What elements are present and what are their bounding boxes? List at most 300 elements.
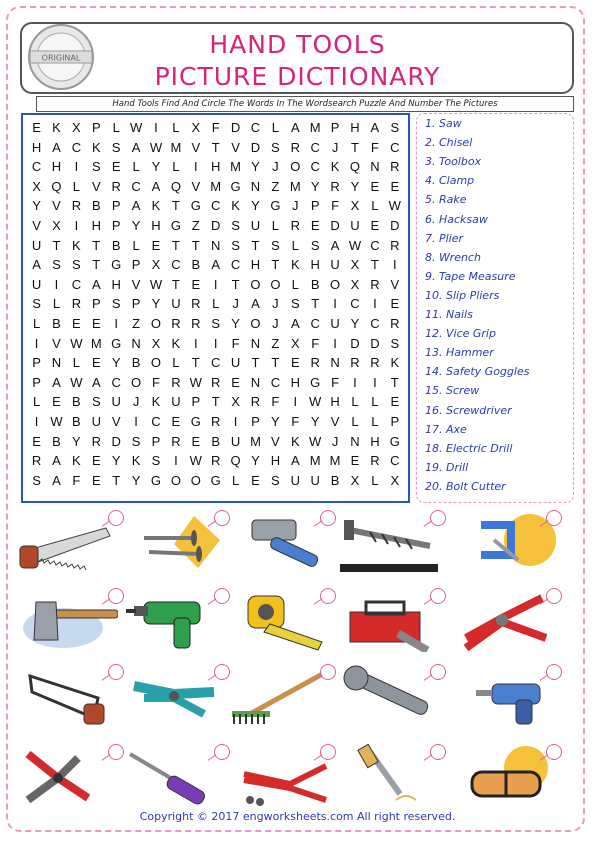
grid-letter[interactable]: T — [251, 237, 260, 253]
grid-letter[interactable]: R — [31, 453, 42, 469]
grid-letter[interactable]: E — [72, 316, 81, 331]
grid-letter[interactable]: O — [170, 472, 181, 488]
grid-letter[interactable]: W — [189, 374, 202, 390]
grid-letter[interactable]: V — [231, 139, 240, 155]
grid-letter[interactable]: C — [390, 139, 400, 155]
grid-letter[interactable]: A — [151, 178, 161, 194]
grid-letter[interactable]: L — [172, 159, 180, 175]
grid-letter[interactable]: S — [310, 237, 320, 253]
grid-letter[interactable]: E — [52, 394, 61, 410]
grid-letter[interactable]: T — [370, 257, 379, 273]
grid-letter[interactable]: R — [370, 276, 380, 292]
grid-letter[interactable]: I — [154, 120, 158, 135]
grid-letter[interactable]: L — [351, 414, 359, 429]
grid-letter[interactable]: O — [330, 276, 341, 292]
grid-letter[interactable]: Y — [231, 316, 240, 331]
grid-letter[interactable]: O — [290, 159, 301, 175]
grid-letter[interactable]: I — [34, 414, 39, 429]
grid-letter[interactable]: Y — [111, 453, 121, 469]
grid-letter[interactable]: E — [390, 394, 400, 410]
grid-letter[interactable]: O — [250, 316, 261, 331]
grid-letter[interactable]: Y — [310, 178, 320, 194]
grid-letter[interactable]: E — [251, 472, 260, 488]
grid-letter[interactable]: E — [91, 472, 101, 488]
grid-letter[interactable]: K — [91, 139, 101, 155]
grid-letter[interactable]: E — [151, 237, 161, 253]
grid-letter[interactable]: S — [271, 237, 280, 253]
grid-letter[interactable]: E — [390, 296, 400, 312]
grid-letter[interactable]: G — [190, 414, 201, 429]
grid-letter[interactable]: K — [290, 257, 300, 273]
grid-letter[interactable]: H — [370, 433, 380, 449]
grid-letter[interactable]: K — [151, 394, 161, 410]
grid-letter[interactable]: B — [72, 414, 81, 429]
grid-letter[interactable]: I — [34, 335, 39, 351]
grid-letter[interactable]: L — [172, 120, 180, 135]
grid-letter[interactable]: H — [290, 374, 300, 390]
grid-letter[interactable]: H — [310, 257, 320, 273]
grid-letter[interactable]: M — [309, 120, 321, 135]
grid-letter[interactable]: C — [370, 316, 380, 331]
grid-letter[interactable]: V — [271, 433, 280, 449]
grid-letter[interactable]: Q — [170, 178, 181, 194]
number-bubble[interactable] — [108, 510, 124, 526]
grid-letter[interactable]: R — [171, 433, 181, 449]
grid-letter[interactable]: C — [350, 296, 360, 312]
grid-letter[interactable]: L — [371, 414, 379, 429]
grid-letter[interactable]: O — [190, 472, 201, 488]
grid-letter[interactable]: U — [290, 472, 300, 488]
grid-letter[interactable]: A — [251, 296, 260, 312]
grid-letter[interactable]: T — [92, 257, 101, 273]
grid-letter[interactable]: S — [231, 237, 240, 253]
number-bubble[interactable] — [320, 664, 336, 680]
grid-letter[interactable]: P — [32, 355, 41, 371]
grid-letter[interactable]: R — [111, 178, 121, 194]
grid-letter[interactable]: R — [71, 198, 82, 214]
grid-letter[interactable]: C — [71, 276, 82, 292]
grid-letter[interactable]: U — [230, 433, 241, 449]
grid-letter[interactable]: G — [270, 198, 281, 214]
grid-letter[interactable]: T — [211, 139, 220, 155]
grid-letter[interactable]: U — [91, 414, 101, 429]
grid-letter[interactable]: H — [330, 394, 340, 410]
grid-letter[interactable]: V — [91, 178, 101, 194]
grid-letter[interactable]: W — [388, 198, 401, 214]
grid-letter[interactable]: H — [111, 276, 121, 292]
grid-letter[interactable]: H — [210, 159, 221, 175]
grid-letter[interactable]: E — [390, 178, 400, 194]
grid-letter[interactable]: S — [91, 159, 101, 175]
grid-letter[interactable]: I — [114, 316, 118, 331]
number-bubble[interactable] — [430, 510, 446, 526]
grid-letter[interactable]: N — [250, 374, 261, 390]
grid-letter[interactable]: G — [190, 198, 201, 214]
grid-letter[interactable]: T — [112, 472, 121, 488]
grid-letter[interactable]: I — [333, 296, 337, 312]
grid-letter[interactable]: L — [371, 394, 379, 410]
grid-letter[interactable]: L — [351, 394, 359, 410]
grid-letter[interactable]: Y — [151, 296, 161, 312]
grid-letter[interactable]: T — [171, 198, 180, 214]
grid-letter[interactable]: J — [331, 433, 339, 449]
grid-letter[interactable]: L — [271, 218, 279, 233]
grid-letter[interactable]: I — [134, 414, 138, 429]
grid-letter[interactable]: I — [213, 276, 218, 292]
grid-letter[interactable]: E — [231, 374, 240, 390]
grid-letter[interactable]: C — [390, 453, 400, 469]
grid-letter[interactable]: T — [92, 237, 101, 253]
grid-letter[interactable]: O — [250, 276, 261, 292]
grid-letter[interactable]: B — [91, 198, 101, 214]
grid-letter[interactable]: Q — [349, 159, 361, 175]
grid-letter[interactable]: U — [310, 472, 320, 488]
number-bubble[interactable] — [430, 744, 446, 760]
grid-letter[interactable]: Q — [230, 453, 241, 469]
grid-letter[interactable]: W — [348, 237, 362, 253]
grid-letter[interactable]: N — [131, 335, 141, 351]
grid-letter[interactable]: T — [311, 296, 320, 312]
grid-letter[interactable]: L — [52, 296, 61, 312]
grid-letter[interactable]: E — [370, 178, 380, 194]
grid-letter[interactable]: L — [32, 316, 41, 331]
number-bubble[interactable] — [214, 588, 230, 604]
grid-letter[interactable]: R — [71, 296, 82, 312]
grid-letter[interactable]: Y — [251, 159, 260, 175]
grid-letter[interactable]: S — [231, 218, 240, 233]
grid-letter[interactable]: R — [390, 159, 400, 175]
number-bubble[interactable] — [108, 588, 124, 604]
grid-letter[interactable]: L — [291, 237, 299, 253]
grid-letter[interactable]: R — [290, 139, 300, 155]
grid-letter[interactable]: C — [171, 257, 181, 273]
grid-letter[interactable]: E — [91, 316, 101, 331]
grid-letter[interactable]: I — [74, 218, 79, 233]
grid-letter[interactable]: F — [311, 335, 320, 351]
grid-letter[interactable]: V — [390, 276, 400, 292]
grid-letter[interactable]: Z — [271, 335, 280, 351]
grid-letter[interactable]: T — [191, 355, 200, 371]
grid-letter[interactable]: J — [272, 159, 279, 175]
grid-letter[interactable]: J — [272, 316, 279, 331]
grid-letter[interactable]: P — [191, 394, 201, 410]
grid-letter[interactable]: Z — [191, 218, 200, 233]
grid-letter[interactable]: I — [373, 296, 377, 312]
wordsearch-grid[interactable] — [21, 113, 410, 503]
grid-letter[interactable]: R — [310, 355, 320, 371]
grid-letter[interactable]: Y — [131, 472, 141, 488]
grid-letter[interactable]: I — [392, 257, 397, 273]
grid-letter[interactable]: J — [272, 296, 279, 312]
grid-letter[interactable]: A — [52, 472, 61, 488]
grid-letter[interactable]: M — [170, 139, 182, 155]
grid-letter[interactable]: V — [191, 178, 201, 194]
grid-letter[interactable]: D — [111, 433, 121, 449]
grid-letter[interactable]: H — [270, 453, 281, 469]
grid-letter[interactable]: C — [230, 257, 241, 273]
grid-letter[interactable]: Y — [310, 414, 320, 429]
grid-letter[interactable]: W — [129, 120, 143, 135]
grid-letter[interactable]: Y — [251, 198, 260, 214]
grid-letter[interactable]: F — [271, 394, 280, 410]
grid-letter[interactable]: R — [191, 296, 201, 312]
grid-letter[interactable]: S — [211, 316, 221, 331]
grid-letter[interactable]: S — [72, 257, 81, 273]
grid-letter[interactable]: P — [390, 414, 400, 429]
number-bubble[interactable] — [108, 664, 124, 680]
grid-letter[interactable]: L — [132, 237, 140, 253]
grid-letter[interactable]: C — [31, 159, 42, 175]
grid-letter[interactable]: L — [371, 472, 379, 488]
grid-letter[interactable]: F — [211, 120, 220, 135]
grid-letter[interactable]: S — [271, 139, 280, 155]
grid-letter[interactable]: U — [330, 316, 340, 331]
grid-letter[interactable]: E — [310, 218, 320, 233]
grid-letter[interactable]: O — [150, 355, 162, 371]
grid-letter[interactable]: O — [131, 374, 142, 390]
grid-letter[interactable]: K — [231, 198, 240, 214]
grid-letter[interactable]: F — [231, 335, 240, 351]
grid-letter[interactable]: O — [270, 276, 281, 292]
grid-letter[interactable]: T — [351, 139, 359, 155]
grid-letter[interactable]: Y — [151, 159, 161, 175]
grid-letter[interactable]: R — [191, 316, 201, 331]
grid-letter[interactable]: C — [270, 374, 281, 390]
grid-letter[interactable]: Y — [72, 433, 81, 449]
number-bubble[interactable] — [546, 664, 562, 680]
grid-letter[interactable]: C — [210, 198, 221, 214]
grid-letter[interactable]: N — [210, 237, 221, 253]
grid-letter[interactable]: X — [350, 257, 360, 273]
grid-letter[interactable]: L — [371, 198, 379, 214]
grid-letter[interactable]: I — [174, 453, 178, 469]
grid-letter[interactable]: R — [210, 414, 221, 429]
grid-letter[interactable]: I — [373, 374, 377, 390]
grid-letter[interactable]: V — [191, 139, 201, 155]
grid-letter[interactable]: Z — [132, 316, 141, 331]
grid-letter[interactable]: E — [91, 355, 101, 371]
grid-letter[interactable]: D — [350, 335, 360, 351]
grid-letter[interactable]: X — [191, 120, 201, 135]
grid-letter[interactable]: L — [291, 276, 299, 292]
grid-letter[interactable]: P — [91, 296, 101, 312]
grid-letter[interactable]: S — [32, 472, 41, 488]
number-bubble[interactable] — [108, 744, 124, 760]
grid-letter[interactable]: K — [151, 198, 161, 214]
grid-letter[interactable]: V — [131, 276, 141, 292]
grid-letter[interactable]: M — [210, 178, 222, 194]
grid-letter[interactable]: B — [72, 394, 81, 410]
grid-letter[interactable]: L — [32, 394, 41, 410]
grid-letter[interactable]: V — [32, 218, 41, 233]
grid-letter[interactable]: O — [150, 316, 162, 331]
grid-letter[interactable]: H — [91, 218, 101, 233]
grid-letter[interactable]: I — [293, 394, 298, 410]
grid-letter[interactable]: S — [390, 120, 400, 135]
number-bubble[interactable] — [214, 744, 230, 760]
grid-letter[interactable]: F — [370, 139, 379, 155]
grid-letter[interactable]: K — [72, 237, 81, 253]
grid-letter[interactable]: U — [31, 276, 42, 292]
grid-letter[interactable]: P — [32, 374, 41, 390]
grid-letter[interactable]: M — [230, 159, 242, 175]
grid-letter[interactable]: F — [331, 374, 340, 390]
grid-letter[interactable]: A — [131, 198, 141, 214]
grid-letter[interactable]: D — [250, 139, 261, 155]
grid-letter[interactable]: L — [231, 472, 240, 488]
grid-letter[interactable]: V — [111, 414, 121, 429]
grid-letter[interactable]: W — [309, 394, 322, 410]
grid-letter[interactable]: C — [210, 355, 221, 371]
grid-letter[interactable]: E — [370, 218, 380, 233]
grid-letter[interactable]: E — [191, 276, 201, 292]
grid-letter[interactable]: S — [271, 472, 280, 488]
grid-letter[interactable]: T — [231, 276, 240, 292]
grid-letter[interactable]: R — [390, 316, 400, 331]
grid-letter[interactable]: X — [72, 120, 81, 135]
grid-letter[interactable]: X — [32, 178, 41, 194]
number-bubble[interactable] — [320, 744, 336, 760]
grid-letter[interactable]: X — [52, 218, 61, 233]
grid-letter[interactable]: G — [111, 335, 122, 351]
grid-letter[interactable]: X — [350, 276, 360, 292]
grid-letter[interactable]: L — [132, 159, 140, 175]
grid-letter[interactable]: A — [32, 257, 41, 273]
number-bubble[interactable] — [320, 510, 336, 526]
grid-letter[interactable]: X — [151, 257, 161, 273]
grid-letter[interactable]: M — [309, 453, 321, 469]
grid-letter[interactable]: X — [350, 472, 360, 488]
grid-letter[interactable]: U — [171, 394, 181, 410]
grid-letter[interactable]: F — [152, 374, 160, 390]
grid-letter[interactable]: X — [290, 335, 300, 351]
grid-letter[interactable]: T — [171, 276, 180, 292]
grid-letter[interactable]: E — [191, 433, 201, 449]
grid-letter[interactable]: H — [250, 257, 261, 273]
grid-letter[interactable]: R — [171, 374, 181, 390]
grid-letter[interactable]: L — [72, 355, 80, 371]
grid-letter[interactable]: K — [390, 355, 400, 371]
grid-letter[interactable]: T — [171, 237, 180, 253]
grid-letter[interactable]: U — [330, 257, 340, 273]
grid-letter[interactable]: U — [171, 296, 181, 312]
grid-letter[interactable]: B — [52, 433, 61, 449]
grid-letter[interactable]: W — [70, 335, 83, 351]
grid-letter[interactable]: U — [31, 237, 42, 253]
grid-letter[interactable]: P — [251, 414, 260, 429]
number-bubble[interactable] — [546, 588, 562, 604]
grid-letter[interactable]: E — [111, 159, 121, 175]
grid-letter[interactable]: A — [52, 374, 61, 390]
grid-letter[interactable]: B — [131, 355, 141, 371]
grid-letter[interactable]: B — [52, 316, 61, 331]
grid-letter[interactable]: K — [72, 453, 81, 469]
grid-letter[interactable]: C — [370, 237, 380, 253]
grid-letter[interactable]: I — [333, 335, 337, 351]
grid-letter[interactable]: C — [250, 120, 261, 135]
grid-letter[interactable]: C — [131, 178, 141, 194]
grid-letter[interactable]: W — [70, 374, 83, 390]
grid-letter[interactable]: A — [290, 453, 300, 469]
grid-letter[interactable]: Y — [111, 355, 121, 371]
grid-letter[interactable]: I — [213, 335, 218, 351]
grid-letter[interactable]: V — [52, 335, 61, 351]
grid-letter[interactable]: S — [111, 139, 121, 155]
grid-letter[interactable]: H — [151, 218, 161, 233]
grid-letter[interactable]: Y — [350, 178, 360, 194]
grid-letter[interactable]: U — [230, 355, 241, 371]
grid-letter[interactable]: S — [290, 296, 300, 312]
grid-letter[interactable]: A — [330, 237, 340, 253]
grid-letter[interactable]: X — [151, 335, 161, 351]
grid-letter[interactable]: T — [191, 237, 200, 253]
grid-letter[interactable]: A — [290, 316, 300, 331]
grid-letter[interactable]: I — [193, 335, 198, 351]
number-bubble[interactable] — [214, 664, 230, 680]
number-bubble[interactable] — [214, 510, 230, 526]
grid-letter[interactable]: A — [131, 139, 141, 155]
grid-letter[interactable]: M — [289, 178, 301, 194]
grid-letter[interactable]: S — [52, 257, 61, 273]
grid-letter[interactable]: L — [212, 296, 220, 312]
grid-letter[interactable]: H — [31, 139, 42, 155]
grid-letter[interactable]: X — [231, 394, 240, 410]
grid-letter[interactable]: W — [189, 453, 202, 469]
grid-letter[interactable]: R — [290, 218, 300, 233]
grid-letter[interactable]: E — [32, 433, 41, 449]
grid-letter[interactable]: Z — [271, 178, 280, 194]
grid-letter[interactable]: R — [91, 433, 101, 449]
grid-letter[interactable]: R — [210, 453, 221, 469]
number-bubble[interactable] — [430, 588, 446, 604]
grid-letter[interactable]: C — [111, 374, 121, 390]
grid-letter[interactable]: F — [291, 414, 300, 429]
grid-letter[interactable]: A — [290, 120, 300, 135]
grid-letter[interactable]: Y — [131, 218, 141, 233]
grid-letter[interactable]: I — [353, 374, 357, 390]
grid-letter[interactable]: J — [132, 394, 140, 410]
grid-letter[interactable]: P — [131, 257, 141, 273]
grid-letter[interactable]: A — [370, 120, 380, 135]
grid-letter[interactable]: N — [330, 355, 340, 371]
grid-letter[interactable]: N — [250, 335, 261, 351]
grid-letter[interactable]: W — [309, 433, 322, 449]
grid-letter[interactable]: F — [72, 472, 81, 488]
grid-letter[interactable]: G — [150, 472, 162, 488]
grid-letter[interactable]: G — [111, 257, 122, 273]
grid-letter[interactable]: P — [111, 218, 121, 233]
grid-letter[interactable]: D — [330, 218, 340, 233]
grid-letter[interactable]: P — [131, 296, 141, 312]
grid-letter[interactable]: W — [149, 276, 163, 292]
grid-letter[interactable]: S — [111, 296, 121, 312]
grid-letter[interactable]: U — [350, 218, 360, 233]
grid-letter[interactable]: A — [52, 139, 61, 155]
grid-letter[interactable]: T — [271, 355, 280, 371]
grid-letter[interactable]: S — [91, 394, 101, 410]
grid-letter[interactable]: I — [74, 159, 79, 175]
number-bubble[interactable] — [546, 744, 562, 760]
grid-letter[interactable]: Q — [51, 178, 62, 194]
grid-letter[interactable]: H — [51, 159, 62, 175]
number-bubble[interactable] — [430, 664, 446, 680]
grid-letter[interactable]: W — [50, 414, 63, 429]
number-bubble[interactable] — [320, 588, 336, 604]
grid-letter[interactable]: G — [389, 433, 400, 449]
grid-letter[interactable]: N — [51, 355, 62, 371]
grid-letter[interactable]: E — [290, 355, 300, 371]
grid-letter[interactable]: L — [271, 120, 279, 135]
